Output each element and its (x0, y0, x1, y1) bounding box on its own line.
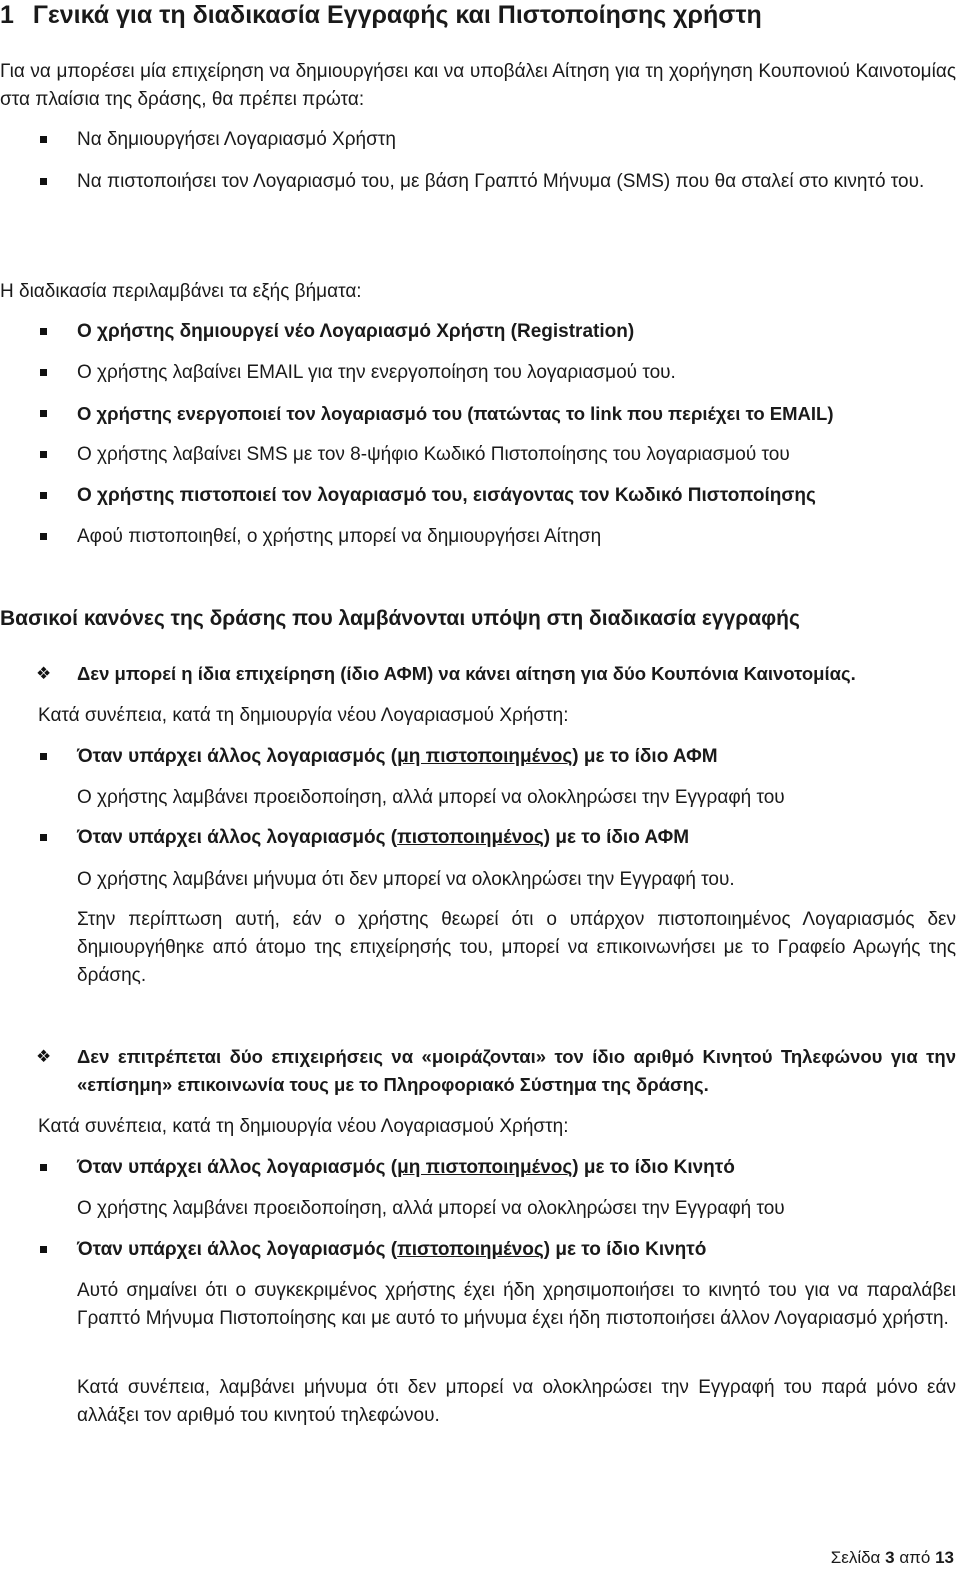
bullet-square-icon (40, 328, 47, 335)
bullet-square-icon (40, 492, 47, 499)
step-item: Ο χρήστης λαβαίνει EMAIL για την ενεργοποίηση του λογαριασμού του. (77, 362, 676, 383)
case-status: μη πιστοποιημένος (397, 1157, 573, 1178)
rule1-case2 (77, 824, 956, 852)
rule1-consequence: Κατά συνέπεια, κατά τη δημιουργία νέου Λογαριασμού Χρήστη: (38, 705, 569, 726)
step-item: Ο χρήστης λαβαίνει SMS με τον 8-ψήφιο Κωδικό Πιστοποίησης του λογαριασμού του (77, 444, 790, 465)
case-pre: Όταν υπάρχει άλλος λογαριασμός ( (77, 1239, 398, 1260)
rule2-case2-note: Κατά συνέπεια, λαμβάνει μήνυμα ότι δεν μπορεί να ολοκληρώσει την Εγγραφή του παρά μόνο εάν αλλάξει τον αριθμό του κινητού τηλεφώνου. (77, 1377, 956, 1426)
bullet-square-icon (40, 136, 47, 143)
bullet-square-icon (40, 533, 47, 540)
rule1-case2-desc: Ο χρήστης λαμβάνει μήνυμα ότι δεν μπορεί να ολοκληρώσει την Εγγραφή του. (77, 869, 735, 890)
heading-title: Γενικά για τη διαδικασία Εγγραφής και Πιστοποίησης χρήστη (32, 1, 762, 29)
rule1-case1-desc: Ο χρήστης λαμβάνει προειδοποίηση, αλλά μπορεί να ολοκληρώσει την Εγγραφή του (77, 787, 785, 808)
rule2-case1 (77, 1154, 956, 1182)
case-status: μη πιστοποιημένος (397, 746, 573, 767)
bullet-square-icon (40, 834, 47, 841)
diamond-bullet-icon: ❖ (36, 1047, 52, 1066)
case-post: ) με το ίδιο Κινητό (572, 1157, 735, 1178)
bullet-square-icon (40, 753, 47, 760)
case-status: πιστοποιημένος (397, 827, 544, 848)
rule1-title: Δεν μπορεί η ίδια επιχείρηση (ίδιο ΑΦΜ) να κάνει αίτηση για δύο Κουπόνια Καινοτομίας. (77, 663, 856, 684)
rule2-case1-desc: Ο χρήστης λαμβάνει προειδοποίηση, αλλά μπορεί να ολοκληρώσει την Εγγραφή του (77, 1198, 785, 1219)
rule2-case2-desc: Αυτό σημαίνει ότι ο συγκεκριμένος χρήστης έχει ήδη χρησιμοποιήσει το κινητό του για να παραλάβει Γραπτό Μήνυμα Πιστοποίησης και με αυτό το μήνυμα έχει ήδη πιστοποιήσει άλλον Λογαριασμό χρήστη. (77, 1280, 956, 1329)
heading-number: 1 (0, 1, 14, 29)
case-pre: Όταν υπάρχει άλλος λογαριασμός ( (77, 746, 398, 767)
rule2-consequence: Κατά συνέπεια, κατά τη δημιουργία νέου Λογαριασμού Χρήστη: (38, 1116, 569, 1137)
bullet-square-icon (40, 1164, 47, 1171)
step-item: Αφού πιστοποιηθεί, ο χρήστης μπορεί να δημιουργήσει Αίτηση (77, 526, 602, 547)
rule2-title: Δεν επιτρέπεται δύο επιχειρήσεις να «μοιράζονται» τον ίδιο αριθμό Κινητού Τηλεφώνου για την «επίσημη» επικοινωνία τους με το Πληροφοριακό Σύστημα της δράσης. (77, 1046, 956, 1095)
page-heading (0, 0, 960, 30)
footer-page-label: Σελίδα (830, 1548, 881, 1567)
intro-paragraph: Για να μπορέσει μία επιχείρηση να δημιουργήσει και να υποβάλει Αίτηση για τη χορήγηση Κουπονιού Καινοτομίας στα πλαίσια της δράσης, θα πρέπει πρώτα: (0, 61, 956, 110)
diamond-bullet-icon: ❖ (36, 664, 52, 683)
bullet-square-icon (40, 410, 47, 417)
footer-page-number: 3 (885, 1548, 895, 1567)
steps-title: Η διαδικασία περιλαμβάνει τα εξής βήματα: (0, 281, 362, 302)
step-item: Ο χρήστης δημιουργεί νέο Λογαριασμό Χρήστη (Registration) (77, 321, 635, 342)
case-post: ) με το ίδιο ΑΦΜ (543, 827, 690, 848)
bullet-square-icon (40, 369, 47, 376)
bullet-square-icon (40, 1246, 47, 1253)
rules-title: Βασικοί κανόνες της δράσης που λαμβάνονται υπόψη στη διαδικασία εγγραφής (0, 607, 800, 630)
intro-bullet: Να πιστοποιήσει τον Λογαριασμό του, με βάση Γραπτό Μήνυμα (SMS) που θα σταλεί στο κινητό του. (77, 171, 925, 192)
step-item: Ο χρήστης πιστοποιεί τον λογαριασμό του, εισάγοντας τον Κωδικό Πιστοποίησης (77, 485, 816, 506)
rule1-case1 (77, 743, 956, 771)
bullet-square-icon (40, 178, 47, 185)
rule2-case2 (77, 1236, 956, 1264)
bullet-square-icon (40, 451, 47, 458)
case-pre: Όταν υπάρχει άλλος λογαριασμός ( (77, 827, 398, 848)
case-status: πιστοποιημένος (397, 1239, 544, 1260)
case-post: ) με το ίδιο Κινητό (543, 1239, 707, 1260)
rule1-case2-note: Στην περίπτωση αυτή, εάν ο χρήστης θεωρεί ότι ο υπάρχον πιστοποιημένος Λογαριασμός δεν δημιουργήθηκε από άτομο της επιχείρησής του, μπορεί να επικοινωνήσει με το Γραφείο Αρωγής της δράσης. (77, 909, 956, 986)
footer-total-pages: 13 (935, 1548, 954, 1567)
case-post: ) με το ίδιο ΑΦΜ (572, 746, 718, 767)
intro-bullet: Να δημιουργήσει Λογαριασμό Χρήστη (77, 129, 396, 150)
step-item: Ο χρήστης ενεργοποιεί τον λογαριασμό του (πατώντας το link που περιέχει το EMAIL) (77, 403, 834, 424)
case-pre: Όταν υπάρχει άλλος λογαριασμός ( (77, 1157, 398, 1178)
page-footer (831, 1546, 954, 1570)
footer-of-label: από (899, 1548, 931, 1567)
